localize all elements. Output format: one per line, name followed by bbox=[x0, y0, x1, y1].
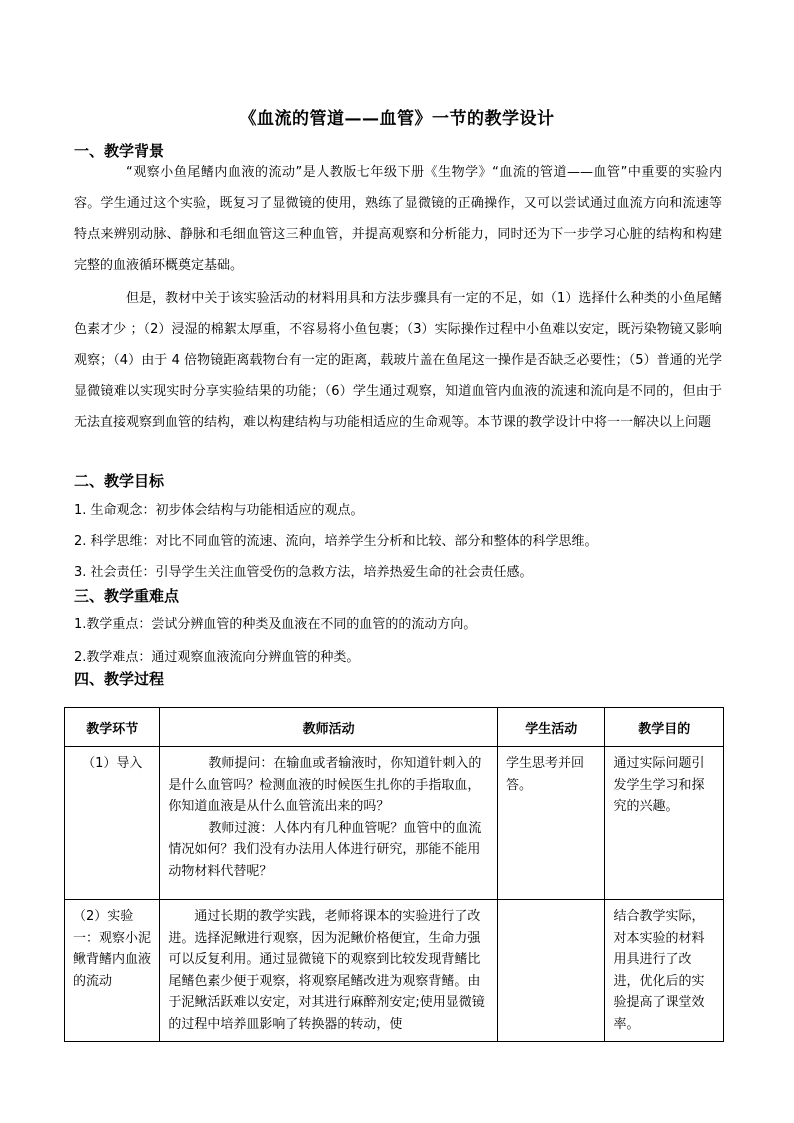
teacher-activity-text: 教师过渡：人体内有几种血管呢？血管中的血流情况如何？我们没有办法用人体进行研究，那能不能用动物材料代替呢？ bbox=[168, 820, 482, 879]
paragraph-background-1: “观察小鱼尾鳍内血液的流动”是人教版七年级下册《生物学》“血流的管道——血管”中重要的实验内容。学生通过这个实验，既复习了显微镜的使用，熟练了显微镜的正确操作，又可以尝试通过血流方向和流速等特点来辨别动脉、静脉和毛细血管这三种血管，并提高观察和分析能力，同时还为下一步学习心脏的结构和构建完整的血液循环概奠定基础。 bbox=[74, 165, 722, 273]
cell-stage: （1）导入 bbox=[65, 747, 160, 900]
cell-student-activity: 学生思考并回答。 bbox=[497, 747, 604, 900]
key-point-item-2: 2.教学难点：通过观察血液流向分辨血管的种类。 bbox=[74, 650, 360, 665]
objective-item-3: 3. 社会责任：引导学生关注血管受伤的急救方法，培养热爱生命的社会责任感。 bbox=[74, 565, 533, 580]
heading-background: 一、教学背景 bbox=[74, 142, 165, 160]
heading-objectives: 二、教学目标 bbox=[74, 472, 165, 490]
header-teacher-activity: 教师活动 bbox=[160, 708, 498, 747]
objective-item-2: 2. 科学思维：对比不同血管的流速、流向，培养学生分析和比较、部分和整体的科学思维。 bbox=[74, 534, 598, 549]
table-row bbox=[65, 747, 724, 900]
header-purpose: 教学目的 bbox=[605, 708, 724, 747]
heading-key-points: 三、教学重难点 bbox=[74, 587, 180, 605]
key-point-item-1: 1.教学重点：尝试分辨血管的种类及血液在不同的血管的的流动方向。 bbox=[74, 617, 477, 632]
teacher-activity-text: 通过长期的教学实践，老师将课本的实验进行了改进。选择泥鳅进行观察，因为泥鳅价格便宜，生命力强可以反复利用。通过显微镜下的观察到比较发现背鳍比尾鳍色素少便于观察，将观察尾鳍改进为观察背鳍。由于泥鳅活跃难以安定，对其进行麻醉剂安定;使用显微镜的过程中培养皿影响了转换器的转动，使 bbox=[168, 909, 485, 1032]
cell-purpose: 通过实际问题引发学生学习和探究的兴趣。 bbox=[605, 747, 724, 900]
teacher-activity-text: 教师提问：在输血或者输液时，你知道针刺入的是什么血管吗？检测血液的时候医生扎你的手指取血，你知道血液是从什么血管流出来的吗？ bbox=[168, 756, 482, 814]
process-table bbox=[64, 707, 724, 1042]
objective-item-1: 1. 生命观念：初步体会结构与功能相适应的观点。 bbox=[74, 503, 364, 518]
table-row bbox=[65, 900, 724, 1042]
heading-process: 四、教学过程 bbox=[74, 670, 165, 688]
cell-stage: （2）实验一：观察小泥鳅背鳍内血液的流动 bbox=[65, 900, 160, 1042]
cell-teacher-activity bbox=[160, 900, 498, 1042]
table-header-row bbox=[65, 708, 724, 747]
paragraph-background-2: 但是，教材中关于该实验活动的材料用具和方法步骤具有一定的不足，如（1）选择什么种类的小鱼尾鳍色素才少 ；（2）浸湿的棉絮太厚重，不容易将小鱼包裹；（3）实际操作过程中小鱼难以安定，既污染物镜又影响观察；（4）由于 4 倍物镜距离载物台有一定的距离，载玻片盖在鱼尾这一操作是否缺乏必要性；（5）普通的光学显微镜难以实现实时分享实验结果的功能；（6）学生通过观察，知道血管内血液的流速和流向是不同的，但由于无法直接观察到血管的结构，难以构建结构与功能相适应的生命观等。本节课的教学设计中将一一解决以上问题 bbox=[74, 291, 722, 430]
header-stage: 教学环节 bbox=[65, 708, 160, 747]
document-title: 《血流的管道——血管》一节的教学设计 bbox=[239, 109, 555, 129]
cell-teacher-activity bbox=[160, 747, 498, 900]
cell-purpose: 结合教学实际，对本实验的材料用具进行了改进，优化后的实验提高了课堂效率。 bbox=[605, 900, 724, 1042]
cell-student-activity bbox=[497, 900, 604, 1042]
header-student-activity: 学生活动 bbox=[497, 708, 604, 747]
